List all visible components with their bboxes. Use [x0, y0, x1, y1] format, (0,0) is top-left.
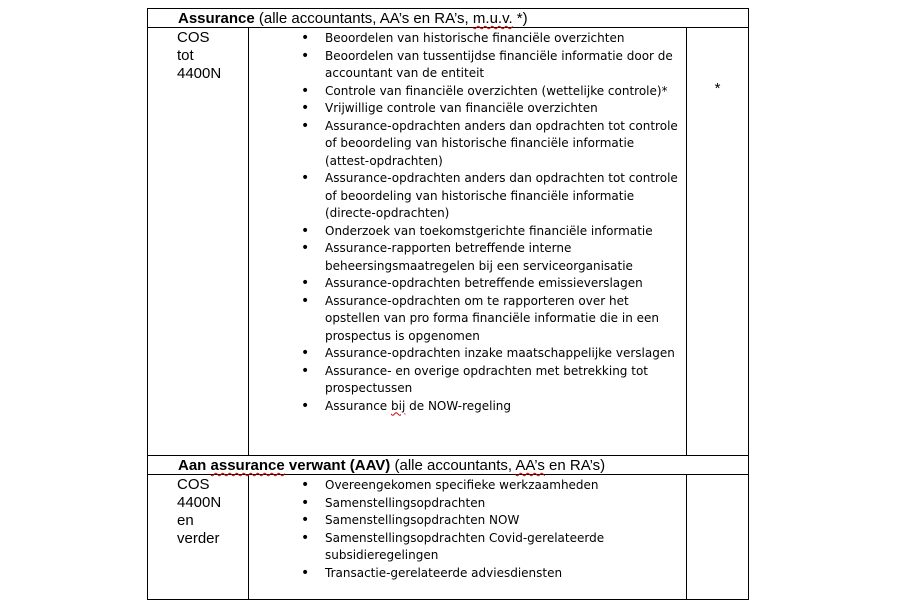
- list-item: • Assurance-rapporten betreffende interne beheersingsmaatregelen bij een serviceorganisatie: [249, 240, 686, 275]
- assurance-subtitle-pre: (alle accountants, AA’s en RA’s,: [254, 10, 473, 27]
- list-item: • Overeengekomen specifieke werkzaamheden: [249, 477, 686, 495]
- aav-title-squig: assurance: [210, 457, 285, 474]
- list-item: • Samenstellingsopdrachten NOW: [249, 512, 686, 530]
- assurance-body-row: [148, 28, 749, 456]
- assurance-header-cell: [148, 9, 749, 28]
- assurance-subtitle-muv: m.u.v.: [472, 10, 513, 27]
- list-item: • Onderzoek van toekomstgerichte financiële informatie: [249, 223, 686, 241]
- last-item-pre: Assurance: [325, 398, 392, 413]
- list-item: • Assurance-opdrachten inzake maatschappelijke verslagen: [249, 345, 686, 363]
- assurance-title: Assurance: [178, 10, 255, 27]
- assurance-header-row: [148, 9, 749, 28]
- aav-subtitle-post: en RA’s): [544, 457, 606, 474]
- list-item: • Assurance-opdrachten anders dan opdrachten tot controle of beoordeling van historische financiële informatie (directe-opdrachten): [249, 170, 686, 223]
- list-item: [249, 398, 686, 416]
- list-item: • Transactie-gerelateerde adviesdiensten: [249, 565, 686, 583]
- aav-title-post: verwant (AAV): [284, 457, 391, 474]
- assurance-mark-cell: [687, 28, 749, 456]
- assurance-subtitle-post: *): [512, 10, 528, 27]
- last-item-squig: bij: [391, 398, 406, 413]
- aav-cos-line: 4400N: [177, 494, 222, 511]
- list-item: • Assurance-opdrachten om te rapporteren over het opstellen van pro forma financiële informatie die in een prospectus is opgenomen: [249, 293, 686, 346]
- list-item: • Assurance-opdrachten anders dan opdrachten tot controle of beoordeling van historische financiële informatie (attest-opdrachten): [249, 118, 686, 171]
- aav-header-row: [148, 456, 749, 475]
- aav-title-pre: Aan: [178, 457, 211, 474]
- list-item: • Controle van financiële overzichten (wettelijke controle)*: [249, 83, 686, 101]
- aav-body-row: [148, 475, 749, 600]
- list-item: • Samenstellingsopdrachten Covid-gerelateerde subsidieregelingen: [249, 530, 686, 565]
- aav-items-cell: [249, 475, 687, 600]
- aav-item-list: [249, 475, 686, 582]
- assurance-cos-line: 4400N: [177, 65, 222, 82]
- aav-subtitle-aa: AA’s: [515, 457, 545, 474]
- aav-header-cell: [148, 456, 749, 475]
- list-item: • Assurance-opdrachten betreffende emissieverslagen: [249, 275, 686, 293]
- assurance-items-cell: [249, 28, 687, 456]
- assurance-cos-line: COS: [177, 29, 210, 46]
- aav-mark-cell: [687, 475, 749, 600]
- list-item: • Vrijwillige controle van financiële overzichten: [249, 100, 686, 118]
- aav-cos-line: verder: [177, 530, 220, 547]
- assurance-item-list: [249, 28, 686, 415]
- list-item: • Assurance- en overige opdrachten met betrekking tot prospectussen: [249, 363, 686, 398]
- engagement-table: [147, 8, 749, 600]
- assurance-cos-line: tot: [177, 47, 194, 64]
- list-item: • Beoordelen van historische financiële overzichten: [249, 30, 686, 48]
- assurance-cos-cell: [148, 28, 249, 456]
- aav-cos-line: COS: [177, 476, 210, 493]
- aav-cos-cell: [148, 475, 249, 600]
- asterisk-mark: *: [714, 80, 721, 97]
- aav-cos-line: en: [177, 512, 194, 529]
- last-item-post: de NOW-regeling: [405, 398, 512, 413]
- list-item: • Samenstellingsopdrachten: [249, 495, 686, 513]
- aav-subtitle-pre: (alle accountants,: [390, 457, 516, 474]
- list-item: • Beoordelen van tussentijdse financiële informatie door de accountant van de entiteit: [249, 48, 686, 83]
